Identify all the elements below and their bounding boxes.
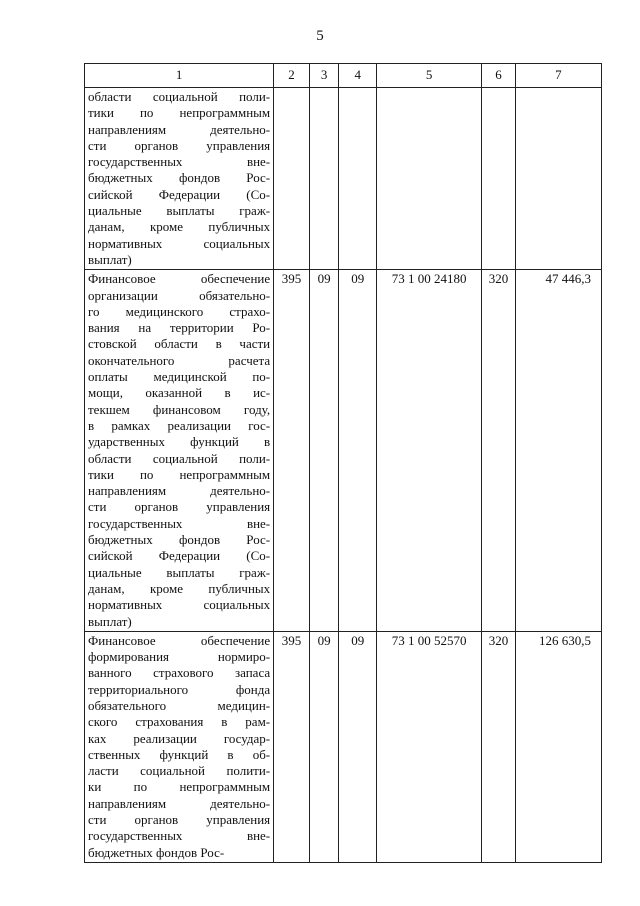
description-line: ласти социальной полити- bbox=[88, 763, 271, 779]
column-header-6: 6 bbox=[482, 64, 516, 88]
description-line: формирования нормиро- bbox=[88, 649, 271, 665]
description-line: направлениям деятельно- bbox=[88, 121, 271, 137]
description-line: Финансовое обеспечение bbox=[88, 632, 271, 648]
description-line: сийской Федерации (Со- bbox=[88, 186, 271, 202]
description-line: текшем финансовом году, bbox=[88, 401, 271, 417]
expense-type-code-cell: 320 bbox=[482, 631, 516, 862]
subsection-code-cell bbox=[339, 88, 377, 270]
description-line: организации обязательно- bbox=[88, 287, 271, 303]
description-line: выплат) bbox=[88, 613, 132, 629]
description-line: бюджетных фондов Рос- bbox=[88, 532, 271, 548]
amount-cell bbox=[515, 88, 601, 270]
description-line: в рамках реализации гос- bbox=[88, 417, 271, 433]
description-line: вания на территории Ро- bbox=[88, 320, 271, 336]
ministry-code-cell: 395 bbox=[274, 270, 310, 632]
description-line: тики по непрограммным bbox=[88, 466, 271, 482]
expense-type-code-cell bbox=[482, 88, 516, 270]
description-line: циальные выплаты граж- bbox=[88, 203, 271, 219]
description-line: данам, кроме публичных bbox=[88, 580, 271, 596]
subsection-code-cell: 09 bbox=[339, 270, 377, 632]
column-header-7: 7 bbox=[515, 64, 601, 88]
description-line: бюджетных фондов Рос- bbox=[88, 170, 271, 186]
column-header-1: 1 bbox=[85, 64, 274, 88]
description-line: бюджетных фондов Рос- bbox=[88, 844, 225, 860]
row-description-cell bbox=[85, 631, 274, 862]
description-line: стовской области в части bbox=[88, 336, 271, 352]
description-line: окончательного расчета bbox=[88, 352, 271, 368]
section-code-cell bbox=[309, 88, 338, 270]
description-line: ванного страхового запаса bbox=[88, 665, 271, 681]
subsection-code-cell: 09 bbox=[339, 631, 377, 862]
ministry-code-cell bbox=[274, 88, 310, 270]
description-line: обязательного медицин- bbox=[88, 697, 271, 713]
target-item-code-cell: 73 1 00 24180 bbox=[377, 270, 482, 632]
table-header-row bbox=[85, 64, 602, 88]
description-line: нормативных социальных bbox=[88, 235, 271, 251]
target-item-code-cell bbox=[377, 88, 482, 270]
description-line: тики по непрограммным bbox=[88, 105, 271, 121]
target-item-code-cell: 73 1 00 52570 bbox=[377, 631, 482, 862]
column-header-2: 2 bbox=[274, 64, 310, 88]
description-line: области социальной поли- bbox=[88, 450, 271, 466]
description-line: ках реализации государ- bbox=[88, 730, 271, 746]
description-line: государственных вне- bbox=[88, 154, 271, 170]
description-line: территориального фонда bbox=[88, 681, 271, 697]
description-line: оплаты медицинской по- bbox=[88, 369, 271, 385]
budget-table bbox=[84, 63, 602, 863]
description-line: сти органов управления bbox=[88, 137, 271, 153]
description-line: ки по непрограммным bbox=[88, 779, 271, 795]
expense-type-code-cell: 320 bbox=[482, 270, 516, 632]
description-line: государственных вне- bbox=[88, 515, 271, 531]
description-line: циальные выплаты граж- bbox=[88, 564, 271, 580]
row-description-cell bbox=[85, 88, 274, 270]
column-header-4: 4 bbox=[339, 64, 377, 88]
column-header-5: 5 bbox=[377, 64, 482, 88]
column-header-3: 3 bbox=[309, 64, 338, 88]
row-description-cell bbox=[85, 270, 274, 632]
description-line: сийской Федерации (Со- bbox=[88, 548, 271, 564]
section-code-cell: 09 bbox=[309, 270, 338, 632]
table-row bbox=[85, 631, 602, 862]
description-line: сти органов управления bbox=[88, 499, 271, 515]
description-line: государственных вне- bbox=[88, 828, 271, 844]
description-line: данам, кроме публичных bbox=[88, 219, 271, 235]
description-line: ского страхования в рам- bbox=[88, 714, 271, 730]
description-line: направлениям деятельно- bbox=[88, 795, 271, 811]
description-line: области социальной поли- bbox=[88, 89, 271, 104]
description-line: ственных функций в об- bbox=[88, 746, 271, 762]
amount-cell: 47 446,3 bbox=[515, 270, 601, 632]
description-line: направлениям деятельно- bbox=[88, 483, 271, 499]
page-number: 5 bbox=[316, 28, 324, 44]
table-body bbox=[85, 88, 602, 863]
ministry-code-cell: 395 bbox=[274, 631, 310, 862]
description-line: мощи, оказанной в ис- bbox=[88, 385, 271, 401]
table-row bbox=[85, 270, 602, 632]
section-code-cell: 09 bbox=[309, 631, 338, 862]
description-line: ударственных функций в bbox=[88, 434, 271, 450]
description-line: нормативных социальных bbox=[88, 597, 271, 613]
description-line: выплат) bbox=[88, 251, 132, 267]
description-line: го медицинского страхо- bbox=[88, 303, 271, 319]
description-line: сти органов управления bbox=[88, 812, 271, 828]
amount-cell: 126 630,5 bbox=[515, 631, 601, 862]
description-line: Финансовое обеспечение bbox=[88, 271, 271, 287]
table-row bbox=[85, 88, 602, 270]
